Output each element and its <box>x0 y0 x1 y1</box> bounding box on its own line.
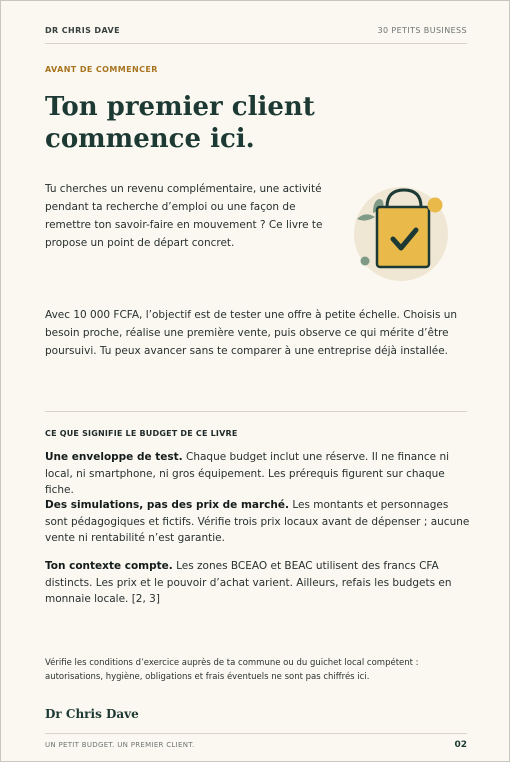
budget-item <box>45 449 473 499</box>
title-line-2: commence ici. <box>45 124 255 154</box>
budget-item-text: Chaque budget inclut une réserve. Il ne finance ni local, ni smartphone, ni gros équipement. Les prérequis figurent sur chaque fiche. <box>45 451 450 496</box>
section-eyebrow: AVANT DE COMMENCER <box>45 65 158 74</box>
intro-paragraph: Tu cherches un revenu complémentaire, une activité pendant ta recherche d’emploi ou une façon de remettre ton savoir-faire en mouvement ? Ce livre te propose un point de départ concret. <box>45 183 323 249</box>
shopping-bag-check-icon <box>349 185 449 285</box>
budget-item-heading: Ton contexte compte. <box>45 560 173 572</box>
page-footer <box>45 740 467 750</box>
section-rule <box>45 411 467 412</box>
budget-paragraph: Avec 10 000 FCFA, l’objectif est de tester une offre à petite échelle. Choisis un besoin proche, réalise une première vente, puis observe ce qui mérite d’être poursuivi. Tu peux avancer sans te comparer à une entreprise déjà installée. <box>45 309 458 357</box>
running-head <box>45 26 467 35</box>
header-rule <box>45 43 467 44</box>
title-line-1: Ton premier client <box>45 92 315 122</box>
budget-item-text: Les montants et personnages sont pédagogiques et fictifs. Vérifie trois prix locaux avant de dépenser ; aucune vente ni rentabilité n’est garantie. <box>45 499 470 544</box>
budget-item-heading: Des simulations, pas des prix de marché. <box>45 499 289 511</box>
budget-item-text: Les zones BCEAO et BEAC utilisent des francs CFA distincts. Les prix et le pouvoir d’achat varient. Ailleurs, refais les budgets en monnaie locale. [2, 3] <box>45 560 452 605</box>
budget-item <box>45 497 473 547</box>
signature: Dr Chris Dave <box>45 707 139 721</box>
page-number: 02 <box>454 740 467 750</box>
budget-item <box>45 558 473 608</box>
footer-rule <box>45 733 467 734</box>
footer-tagline: UN PETIT BUDGET. UN PREMIER CLIENT. <box>45 741 195 749</box>
page-title <box>45 91 405 155</box>
budget-section-label: CE QUE SIGNIFIE LE BUDGET DE CE LIVRE <box>45 429 238 438</box>
legal-note: Vérifie les conditions d’exercice auprès de ta commune ou du guichet local compétent : autorisations, hygiène, obligations et frais éventuels ne sont pas chiffrés ici. <box>45 658 419 682</box>
budget-item-heading: Une enveloppe de test. <box>45 451 183 463</box>
header-author: DR CHRIS DAVE <box>45 26 120 35</box>
header-series: 30 PETITS BUSINESS <box>377 26 467 35</box>
